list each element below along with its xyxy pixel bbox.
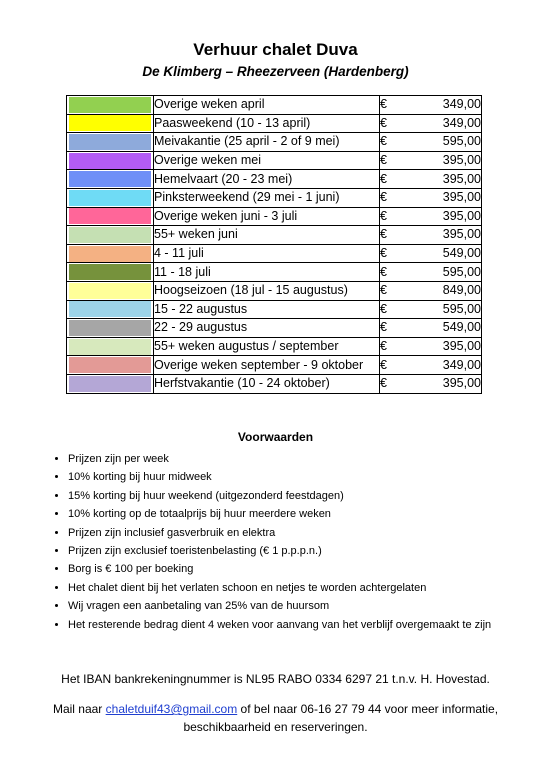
price-cell (380, 207, 482, 226)
color-swatch (69, 208, 151, 224)
color-swatch (69, 283, 151, 299)
currency-symbol: € (380, 134, 387, 149)
currency-symbol: € (380, 283, 387, 298)
color-swatch (69, 320, 151, 336)
color-swatch (69, 301, 151, 317)
price-value: 395,00 (442, 171, 481, 186)
color-swatch (69, 376, 151, 392)
color-swatch-cell (67, 96, 154, 115)
period-label: Paasweekend (10 - 13 april) (154, 114, 380, 133)
color-swatch-cell (67, 188, 154, 207)
currency-symbol: € (380, 246, 387, 261)
color-swatch-cell (67, 207, 154, 226)
price-row (67, 374, 482, 393)
price-row (67, 319, 482, 338)
period-label: Overige weken april (154, 96, 380, 115)
condition-item: • 15% korting bij huur weekend (uitgezonderd feestdagen) (68, 487, 491, 505)
color-swatch-cell (67, 226, 154, 245)
mail-prefix: Mail naar (52, 702, 106, 716)
currency-symbol: € (380, 357, 387, 372)
color-swatch (69, 246, 151, 262)
period-label: Meivakantie (25 april - 2 of 9 mei) (154, 133, 380, 152)
price-row (67, 188, 482, 207)
color-swatch-cell (67, 356, 154, 375)
currency-symbol: € (380, 376, 387, 391)
currency-symbol: € (380, 339, 387, 354)
condition-item: • Prijzen zijn per week (68, 450, 491, 468)
price-value: 395,00 (442, 208, 481, 223)
condition-item: • 10% korting op de totaalprijs bij huur meerdere weken (68, 505, 491, 523)
currency-symbol: € (380, 153, 387, 168)
price-cell (380, 170, 482, 189)
period-label: 11 - 18 juli (154, 263, 380, 282)
conditions-heading: Voorwaarden (237, 430, 314, 444)
price-cell (380, 188, 482, 207)
price-value: 549,00 (442, 246, 481, 261)
color-swatch-cell (67, 151, 154, 170)
price-cell (380, 281, 482, 300)
conditions-list (30, 450, 491, 634)
period-label: Overige weken juni - 3 juli (154, 207, 380, 226)
period-label: Overige weken mei (154, 151, 380, 170)
currency-symbol: € (380, 115, 387, 130)
currency-symbol: € (380, 190, 387, 205)
color-swatch-cell (67, 337, 154, 356)
price-cell (380, 133, 482, 152)
price-row (67, 337, 482, 356)
color-swatch-cell (67, 374, 154, 393)
period-label: 55+ weken juni (154, 226, 380, 245)
price-table (66, 95, 482, 394)
price-value: 349,00 (442, 115, 481, 130)
period-label: 15 - 22 augustus (154, 300, 380, 319)
currency-symbol: € (380, 320, 387, 335)
price-value: 395,00 (442, 227, 481, 242)
document-subtitle: De Klimberg – Rheezerveen (Hardenberg) (142, 64, 409, 79)
color-swatch-cell (67, 263, 154, 282)
price-row (67, 244, 482, 263)
color-swatch (69, 190, 151, 206)
price-cell (380, 319, 482, 338)
currency-symbol: € (380, 227, 387, 242)
color-swatch (69, 115, 151, 131)
price-row (67, 96, 482, 115)
color-swatch (69, 153, 151, 169)
color-swatch (69, 227, 151, 243)
price-value: 395,00 (442, 339, 481, 354)
condition-item: • 10% korting bij huur midweek (68, 468, 491, 486)
color-swatch-cell (67, 244, 154, 263)
price-row (67, 133, 482, 152)
price-row (67, 151, 482, 170)
price-value: 349,00 (442, 97, 481, 112)
price-cell (380, 151, 482, 170)
condition-item: • Borg is € 100 per boeking (68, 560, 491, 578)
currency-symbol: € (380, 208, 387, 223)
color-swatch-cell (67, 170, 154, 189)
currency-symbol: € (380, 264, 387, 279)
price-row (67, 114, 482, 133)
period-label: 55+ weken augustus / september (154, 337, 380, 356)
price-table-body (67, 96, 482, 394)
price-value: 549,00 (442, 320, 481, 335)
price-row (67, 170, 482, 189)
document-title: Verhuur chalet Duva (193, 40, 358, 59)
currency-symbol: € (380, 97, 387, 112)
price-cell (380, 114, 482, 133)
color-swatch (69, 134, 151, 150)
price-row (67, 356, 482, 375)
price-cell (380, 300, 482, 319)
contact-info (0, 700, 551, 736)
price-value: 395,00 (442, 153, 481, 168)
price-value: 395,00 (442, 376, 481, 391)
price-value: 395,00 (442, 190, 481, 205)
color-swatch (69, 171, 151, 187)
mail-line-2: beschikbaarheid en reserveringen. (183, 720, 368, 734)
period-label: Herfstvakantie (10 - 24 oktober) (154, 374, 380, 393)
price-value: 595,00 (442, 134, 481, 149)
currency-symbol: € (380, 171, 387, 186)
price-cell (380, 96, 482, 115)
color-swatch-cell (67, 114, 154, 133)
price-cell (380, 356, 482, 375)
price-value: 849,00 (442, 283, 481, 298)
color-swatch-cell (67, 319, 154, 338)
mail-suffix: of bel naar 06-16 27 79 44 voor meer informatie, (237, 702, 499, 716)
price-row (67, 300, 482, 319)
price-cell (380, 244, 482, 263)
color-swatch (69, 357, 151, 373)
price-cell (380, 226, 482, 245)
period-label: Hemelvaart (20 - 23 mei) (154, 170, 380, 189)
color-swatch (69, 97, 151, 113)
condition-item: • Het resterende bedrag dient 4 weken voor aanvang van het verblijf overgemaakt te zijn (68, 616, 491, 634)
period-label: 22 - 29 augustus (154, 319, 380, 338)
color-swatch-cell (67, 133, 154, 152)
price-row (67, 207, 482, 226)
price-row (67, 281, 482, 300)
email-link[interactable]: chaletduif43@gmail.com (105, 702, 238, 716)
color-swatch-cell (67, 281, 154, 300)
period-label: Pinksterweekend (29 mei - 1 juni) (154, 188, 380, 207)
color-swatch (69, 264, 151, 280)
period-label: 4 - 11 juli (154, 244, 380, 263)
condition-item: • Het chalet dient bij het verlaten schoon en netjes te worden achtergelaten (68, 579, 491, 597)
color-swatch-cell (67, 300, 154, 319)
iban-line: Het IBAN bankrekeningnummer is NL95 RABO 0334 6297 21 t.n.v. H. Hovestad. (61, 672, 490, 686)
condition-item: • Prijzen zijn inclusief gasverbruik en elektra (68, 524, 491, 542)
condition-item: • Wij vragen een aanbetaling van 25% van de huursom (68, 597, 491, 615)
price-cell (380, 374, 482, 393)
price-row (67, 263, 482, 282)
price-value: 595,00 (442, 264, 481, 279)
condition-item: • Prijzen zijn exclusief toeristenbelasting (€ 1 p.p.p.n.) (68, 542, 491, 560)
currency-symbol: € (380, 301, 387, 316)
color-swatch (69, 339, 151, 355)
price-row (67, 226, 482, 245)
price-cell (380, 337, 482, 356)
price-value: 349,00 (442, 357, 481, 372)
period-label: Overige weken september - 9 oktober (154, 356, 380, 375)
price-cell (380, 263, 482, 282)
period-label: Hoogseizoen (18 jul - 15 augustus) (154, 281, 380, 300)
price-value: 595,00 (442, 301, 481, 316)
